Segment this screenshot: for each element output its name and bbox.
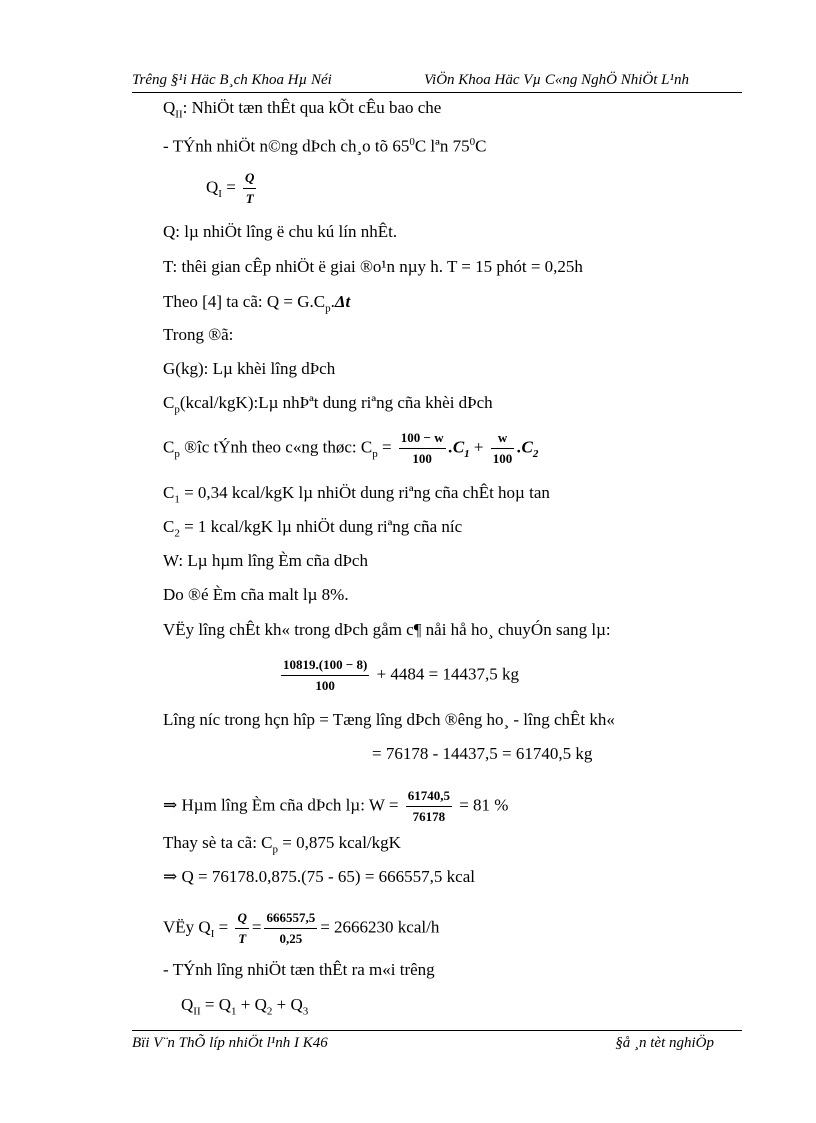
footer-left: Bïi V¨n ThÕ líp nhiÖt l¹nh I K46 — [132, 1035, 328, 1051]
line-q-definition: Q: lµ nhiÖt lîng ë chu kú lín nhÊt. — [163, 222, 398, 241]
line-water-result: = 76178 - 14437,5 = 61740,5 kg — [372, 744, 593, 763]
line-cp-formula: $C_p$ ®îc tÝnh theo c«ng thøc: $C_p$ = $\frac{100 - w}{100}$ $.C_1$ + $\frac{w}{100}$ $.C_2$ — [163, 430, 539, 466]
page-footer — [132, 1030, 742, 1051]
line-t-definition: T: thêi gian cÊp nhiÖt ë giai ®o¹n nµy h. T = 15 phót = 0,25h — [163, 257, 583, 276]
line-cp-value: Thay sè ta cã: $C_p = 0,875$ kcal/kgK — [163, 833, 401, 856]
line-heat-loss: - TÝnh lîng nhiÖt tæn thÊt ra m«i trêng — [163, 960, 435, 979]
line-c1: $C_1 = 0,34$ kcal/kgK lµ nhiÖt dung riªng cña chÊt hoµ tan — [163, 483, 550, 506]
line-g-definition: G(kg): Lµ khèi lîng dÞch — [163, 359, 336, 378]
line-q-formula: Theo [4] ta cã: $Q = G.C_p.\Delta t$ — [163, 292, 351, 315]
line-c2: $C_2 = 1$ kcal/kgK lµ nhiÖt dung riªng cña níc — [163, 517, 463, 540]
footer-right: §å ¸n tèt nghiÖp — [615, 1035, 714, 1051]
page-header — [132, 72, 742, 93]
line-heating-range: - TÝnh nhiÖt n©ng dÞch ch¸o tõ $65^0C$ lªn $75^0C$ — [163, 136, 487, 156]
line-moisture-content: ⇒ Hµm lîng Èm cña dÞch lµ: W = $\frac{61740,5}{76178}$ = 81 % — [163, 788, 509, 824]
line-water-amount: Lîng níc trong hçn hîp = Tæng lîng dÞch ®êng ho¸ - lîng chÊt kh« — [163, 710, 615, 729]
line-dry-matter: VËy lîng chÊt kh« trong dÞch gåm c¶ nåi hå ho¸ chuyÓn sang lµ: — [163, 620, 611, 639]
line-qii-definition: $Q_{II}$: NhiÖt tæn thÊt qua kÕt cÊu bao che — [163, 98, 442, 121]
header-left: Trêng §¹i Häc B¸ch Khoa Hµ Néi — [132, 72, 332, 88]
line-q-result: ⇒ Q = 76178.0,875.(75 - 65) = 666557,5 kcal — [163, 867, 475, 886]
formula-qi: $Q_I$ = $\frac{Q}{T}$ — [206, 170, 255, 206]
line-cp-definition: $C_p(kcal/kgK):L\mu$ nhÞªt dung riªng cña khèi dÞch — [163, 393, 493, 416]
line-qi-result: VËy $Q_I$ = $\frac{Q}{T}$ = $\frac{666557,5}{0,25}$ = 2666230 kcal/h — [163, 910, 440, 946]
formula-dry-matter: $\frac{10819.(100 - 8)}{100}$ + 4484 = 14437,5 kg — [283, 657, 520, 693]
line-w-definition: W: Lµ hµm lîng Èm cña dÞch — [163, 551, 368, 570]
line-where: Trong ®ã: — [163, 325, 234, 344]
header-right: ViÖn Khoa Häc Vµ C«ng NghÖ NhiÖt L¹nh — [424, 72, 689, 88]
line-qii-sum: $Q_{II} = Q_1 + Q_2 + Q_3$ — [181, 995, 309, 1018]
line-malt-moisture: Do ®é Èm cña malt lµ 8%. — [163, 585, 349, 604]
